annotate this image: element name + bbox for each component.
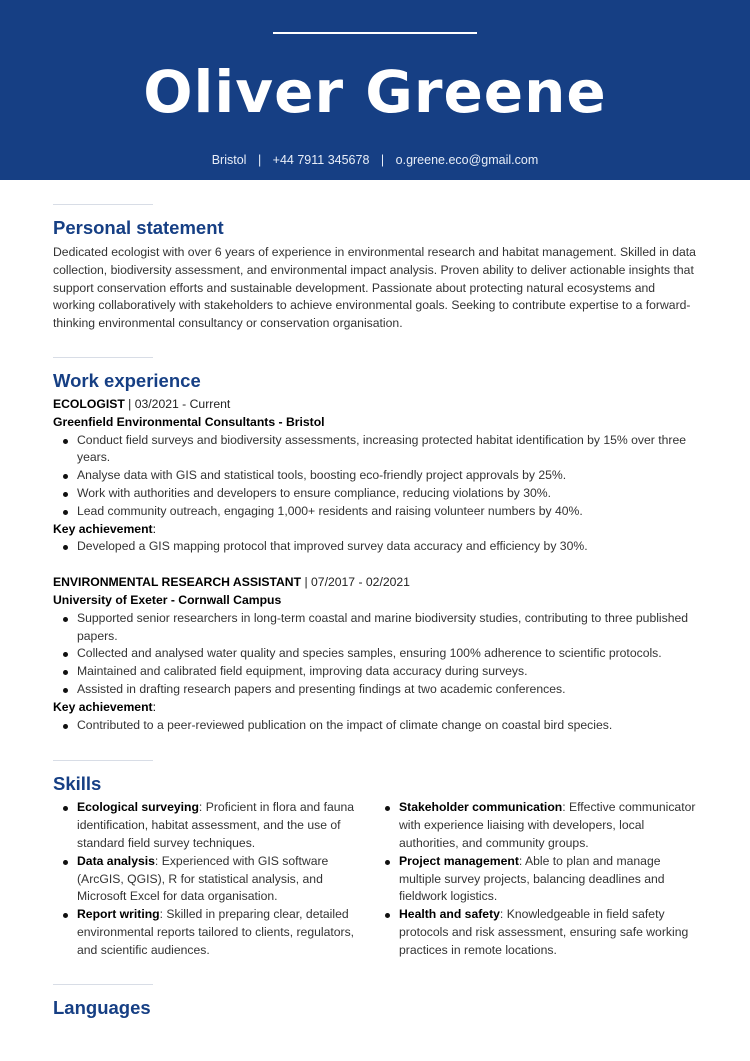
section-divider [53,984,153,985]
personal-statement-section [53,180,698,333]
job-company: Greenfield Environmental Consultants - Bristol [53,414,325,429]
job-role-line: ECOLOGIST | 03/2021 - Current [53,396,231,411]
list-item: Supported senior researchers in long-term coastal and marine biodiversity studies, contributing to three published papers. [53,610,698,646]
contact-email[interactable]: o.greene.eco@gmail.com [395,153,539,167]
list-item: Lead community outreach, engaging 1,000+ residents and raising volunteer numbers by 40%. [53,503,698,521]
job-role: ECOLOGIST [53,396,125,411]
skill-item: Data analysis: Experienced with GIS software (ArcGIS, QGIS), R for statistical analysis, and Microsoft Excel for data organisation. [53,853,375,906]
resume-body [53,180,698,1020]
work-experience-section [53,333,698,734]
resume-header [0,0,750,180]
section-divider [53,760,153,761]
job-entry [53,396,698,556]
job-role-line: ENVIRONMENTAL RESEARCH ASSISTANT | 07/2017 - 02/2021 [53,575,410,590]
job-dates: 07/2017 - 02/2021 [311,575,410,590]
key-achievement-label: Key achievement: [53,521,156,536]
skills-grid [53,799,698,959]
list-item: Analyse data with GIS and statistical tools, boosting eco-friendly project approvals by 25%. [53,467,698,485]
job-bullets [53,610,698,699]
list-item: Developed a GIS mapping protocol that improved survey data accuracy and efficiency by 30%. [53,538,698,556]
skill-item: Report writing: Skilled in preparing clear, detailed environmental reports tailored to clients, regulators, and scientific audiences. [53,906,375,959]
list-item: Assisted in drafting research papers and presenting findings at two academic conferences. [53,681,698,699]
skills-section [53,734,698,959]
job-company: University of Exeter - Cornwall Campus [53,592,282,607]
key-achievement-label: Key achievement: [53,699,156,714]
achievement-bullets [53,538,698,556]
skill-item: Stakeholder communication: Effective communicator with experience liaising with developers, local authorities, and community groups. [375,799,697,852]
contact-phone: +44 7911 345678 [272,153,370,167]
skill-item: Health and safety: Knowledgeable in field safety protocols and risk assessment, ensuring safe working practices in remote locations. [375,906,697,959]
list-item: Conduct field surveys and biodiversity assessments, increasing protected habitat identification by 15% over three years. [53,432,698,468]
contact-separator: | [380,153,385,167]
section-divider [53,357,153,358]
skill-item: Project management: Able to plan and manage multiple survey projects, balancing deadlines and fieldwork logistics. [375,853,697,906]
skills-column-left [53,799,375,959]
list-item: Collected and analysed water quality and species samples, ensuring 100% adherence to scientific protocols. [53,645,698,663]
job-entry [53,574,698,734]
skill-item: Ecological surveying: Proficient in flora and fauna identification, habitat assessment, and the use of standard field survey techniques. [53,799,375,852]
section-title: Personal statement [53,217,224,238]
contact-line [0,151,750,169]
contact-location: Bristol [211,153,247,167]
personal-statement-text: Dedicated ecologist with over 6 years of experience in environmental research and habitat management. Skilled in data collection, biodiversity assessment, and environmental impact analysis. Proven ability to deliver actionable insights that support conservation efforts and sustainable development. Passionate about protecting natural ecosystems and working collaboratively with stakeholders to achieve environmental goals. Seeking to contribute expertise to a forward-thinking environmental consultancy or conservation organisation. [53,245,696,331]
skills-column-right [375,799,697,959]
list-item: Contributed to a peer-reviewed publication on the impact of climate change on coastal bird species. [53,717,698,735]
list-item: Work with authorities and developers to ensure compliance, reducing violations by 30%. [53,485,698,503]
candidate-name: Oliver Greene [143,58,607,126]
section-divider [53,204,153,205]
section-title: Languages [53,996,151,1018]
section-title: Work experience [53,369,201,391]
contact-separator: | [257,153,262,167]
job-bullets [53,432,698,521]
languages-section [53,960,698,1020]
header-divider [273,32,477,34]
job-dates: 03/2021 - Current [134,396,231,411]
achievement-bullets [53,717,698,735]
job-role: ENVIRONMENTAL RESEARCH ASSISTANT [53,575,302,590]
list-item: Maintained and calibrated field equipment, improving data accuracy during surveys. [53,663,698,681]
section-title: Skills [53,773,102,795]
